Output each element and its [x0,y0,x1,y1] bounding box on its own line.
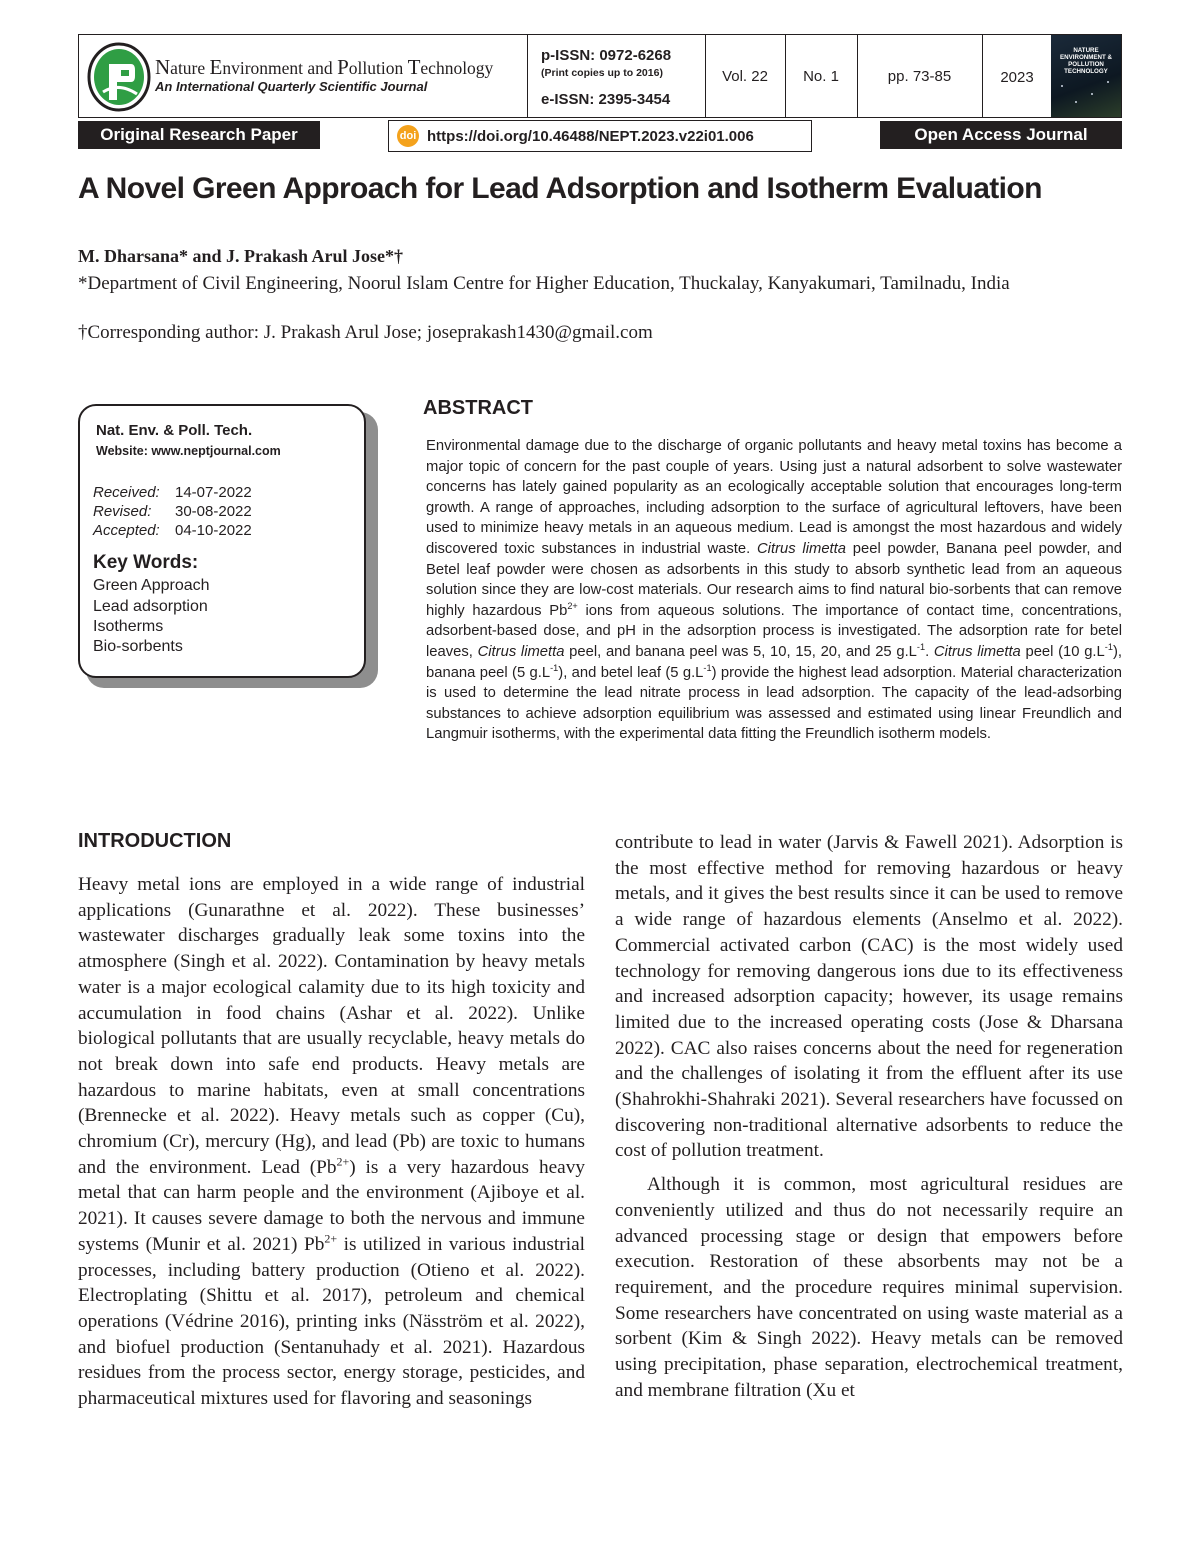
body-text-run: ) is a very hazardous heavy metal that can harm people and the environment (Ajiboye et al. 2021). It causes severe damage to both the nervous and immune systems (Munir et al. 2021) Pb [78,1156,585,1255]
author-affiliation: *Department of Civil Engineering, Noorul Islam Centre for Higher Education, Thuckalay, Kanyakumari, Tamilnadu, India [78,273,1010,294]
open-access-banner: Open Access Journal [880,121,1122,149]
body-column-right [615,830,1123,1403]
keyword-item: Green Approach [93,577,210,594]
page-range: pp. 73-85 [887,67,952,85]
body-text-run: Heavy metal ions are employed in a wide range of industrial applications (Gunarathne et al. 2022). These businesses’ wastewater discharges gradually leak some toxins into the atmosphere (Singh et al. 2022). Contamination by heavy metals water is a major ecological calamity due to its high toxicity and accumulation in food chains (Ashar et al. 2022). Unlike biological pollutants that are usually recyclable, heavy metals do not break down into safe end products. Heavy metals are hazardous to marine habitats, even at small concentrations (Brennecke et al. 2022). Heavy metals such as copper (Cu), chromium (Cr), mercury (Hg), and lead (Pb) are toxic to humans and the environment. Lead (Pb [78,874,585,1178]
p-issn: p-ISSN: 0972-6268 [541,47,672,64]
date-accepted: Accepted: 04-10-2022 [93,522,252,539]
doi-link[interactable] [388,120,812,152]
body-text-run: is utilized in various industrial processes, including battery production (Otieno et al. 2022). Electroplating (Shittu et al. 2017), petroleum and chemical operations (Védrine 2016), printing inks (Näsström et al. 2022), and biofuel production (Sentanuhady et al. 2021). Hazardous residues from the process sector, energy storage, pesticides, and pharmaceutical mixtures used for flavoring and seasonings [78,1233,585,1410]
superscript: -1 [916,642,926,653]
italic-term: Citrus limetta [933,643,1021,660]
journal-logo [87,42,151,112]
abstract-text-run: ions from aqueous solutions. The importance of contact time, concentrations, adsorbent-based dose, and pH in the adsorption process is investigated. The adsorption rate for betel leaves, [426,602,1122,660]
italic-term: Citrus limetta [757,540,846,557]
journal-cover-image [1051,35,1121,117]
journal-subtitle: An International Quarterly Scientific Journal [155,79,428,94]
e-issn: e-ISSN: 2395-3454 [541,91,671,108]
abstract-text-run: ), and betel leaf (5 g.L [558,664,704,681]
abstract-heading: ABSTRACT [423,397,533,419]
superscript: -1 [703,662,712,673]
journal-name-part: nvironment and [222,58,338,78]
date-revised: Revised: 30-08-2022 [93,503,252,520]
abstract-text-run: peel powder, Banana peel powder, and Betel leaf powder were chosen as adsorbents in this study to absorb synthetic lead from an aqueous solution since they are low-cost materials. Our research aims to find natural bio-sorbents that can remove highly hazardous Pb [426,540,1122,619]
journal-name-initial: E [209,55,223,79]
journal-name-part: ollution [348,58,408,78]
body-text-run: Although it is common, most agricultural residues are conveniently utilized and thus do not necessarily require an advanced processing stage or design that empowers before execution. Restoration of these absorbents may not be a requirement, and the procedure requires minimal supervision. Some researchers have concentrated on using waste material as a sorbent (Kim & Singh 2022). Heavy metals can be removed using precipitation, phase separation, electrochemical treatment, and membrane filtration (Xu et [615,1174,1123,1401]
year: 2023 [1000,69,1034,86]
keyword-item: Isotherms [93,618,164,635]
doi-url[interactable]: https://doi.org/10.46488/NEPT.2023.v22i01.006 [427,127,754,145]
abstract-text [426,436,1122,745]
abstract-text-run: peel (10 g.L [1020,643,1105,660]
date-received: Received: 14-07-2022 [93,484,252,501]
superscript: 2+ [336,1154,350,1169]
journal-name-part: echnology [420,58,494,78]
corresponding-author: †Corresponding author: J. Prakash Arul Jose; joseprakash1430@gmail.com [78,322,653,343]
article-info-box [78,404,366,678]
journal-name-initial: N [155,55,171,79]
superscript: -1 [550,662,559,673]
journal-name-initial: P [337,55,349,79]
journal-name-part: ature [170,58,210,78]
issue-number: No. 1 [803,67,839,85]
journal-name-initial: T [407,55,421,79]
keyword-item: Bio-sorbents [93,638,183,655]
superscript: 2+ [324,1231,338,1246]
body-text-run: contribute to lead in water (Jarvis & Fawell 2021). Adsorption is the most effective method for removing hazardous or heavy metals, and it gives the best results since it can be used to remove a wide range of hazardous elements (Anselmo et al. 2022). Commercial activated carbon (CAC) is the most widely used technology for removing dangerous ions due to its effectiveness and increased adsorption capacity; however, its usage remains limited due to the increased operating costs (Jose & Dharsana 2022). CAC also raises concerns about the need for regeneration and the challenges of isolating it from the effluent after its use (Shahrokhi-Shahraki 2021). Several researchers have focussed on discovering non-traditional alternative adsorbents to reduce the cost of pollution treatment. [615,832,1123,1162]
article-title: A Novel Green Approach for Lead Adsorption and Isotherm Evaluation [78,172,1042,205]
abstract-text-run: . [925,643,934,660]
keyword-item: Lead adsorption [93,598,208,615]
journal-abbrev: Nat. Env. & Poll. Tech. [96,422,253,439]
journal-name [155,55,493,80]
body-column-left [78,872,585,1412]
article-authors: M. Dharsana* and J. Prakash Arul Jose*† [78,246,404,266]
volume: Vol. 22 [722,67,768,85]
doi-icon: doi [397,125,419,147]
body-paragraph [615,830,1123,1164]
abstract-text-run: Environmental damage due to the discharge of organic pollutants and heavy metal toxins has become a major topic of concern for the past couple of years. Using just a natural adsorbent to solve wastewater concerns has lately gained popularity as an ecologically acceptable solution that encourages long-term growth. A range of approaches, including adsorption to the surface of agricultural leftovers, have been used to minimize heavy metals in an aqueous medium. Lead is amongst the most hazardous and widely discovered toxic substances in industrial waste. [426,438,1122,557]
body-paragraph [78,872,585,1412]
journal-header [78,34,1122,118]
cover-title: NATURE ENVIRONMENT & POLLUTION TECHNOLOGY [1060,47,1112,75]
keywords-heading: Key Words: [93,552,199,573]
print-note: (Print copies up to 2016) [541,67,663,79]
abstract-text-run: ) provide the highest lead adsorption. Material characterization is used to determine the lead nitrate process in lead adsorption. The capacity of the lead-adsorbing substances to achieve adsorption equilibrium was assessed and estimated using linear Freundlich and Langmuir isotherms, with the experimental data fitting the Freundlich isotherm models. [426,664,1122,743]
italic-term: Citrus limetta [477,643,565,660]
introduction-heading: INTRODUCTION [78,830,232,852]
superscript: -1 [1104,642,1113,653]
body-paragraph [615,1172,1123,1403]
superscript: 2+ [567,600,578,611]
abstract-text-run: peel, and banana peel was 5, 10, 15, 20, and 25 g.L [564,643,917,660]
journal-website: Website: www.neptjournal.com [96,444,281,458]
abstract-text-run: ), banana peel (5 g.L [426,643,1122,681]
paper-type-banner: Original Research Paper [78,121,320,149]
